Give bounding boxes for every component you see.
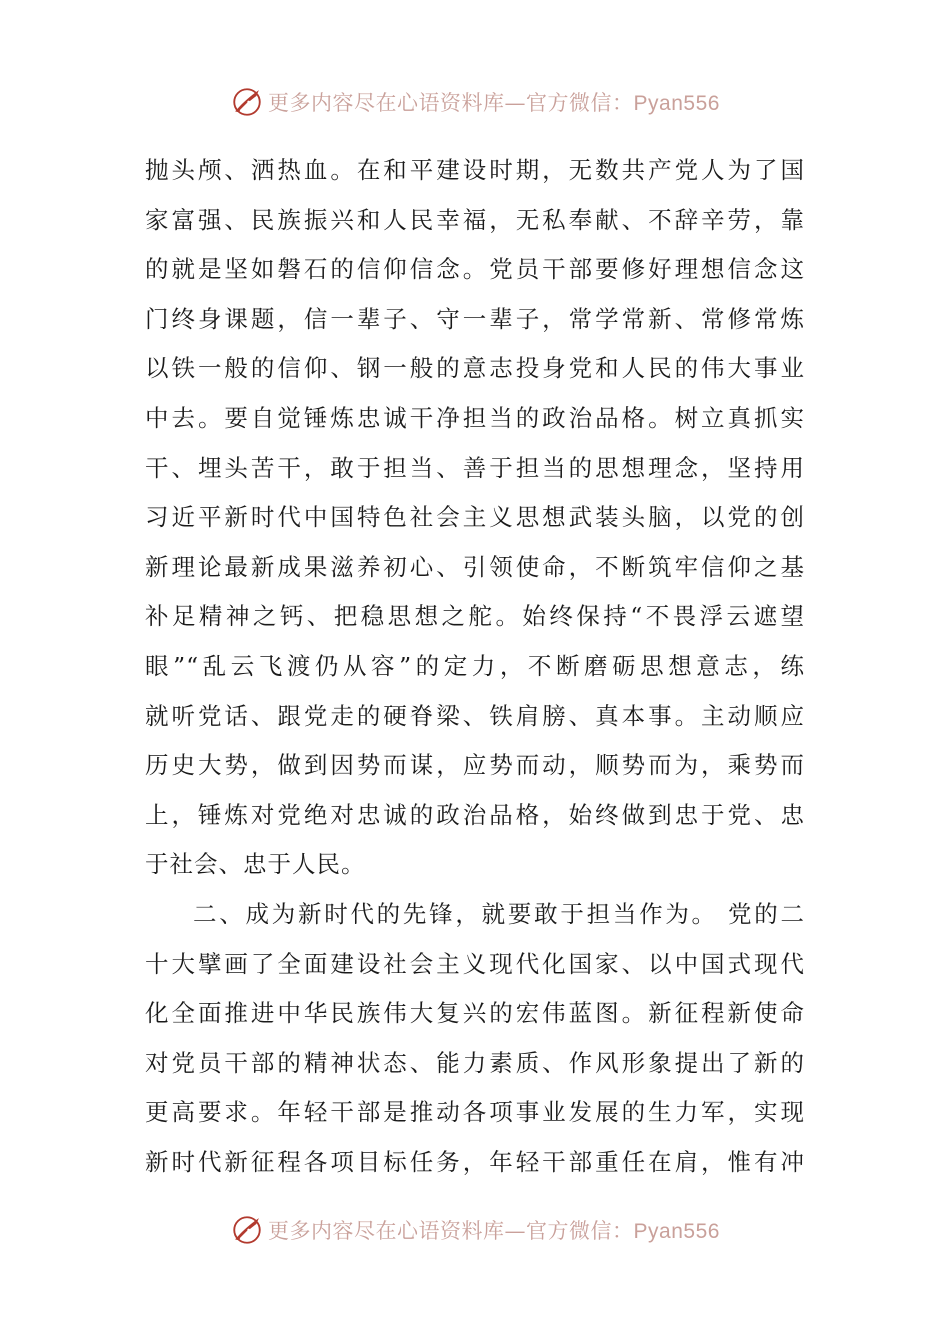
body-line: 十大擘画了全面建设社会主义现代化国家、以中国式现代 [145, 949, 805, 978]
body-line: 门终身课题，信一辈子、守一辈子，常学常新、常修常炼 [145, 304, 805, 333]
body-line: 新时代新征程各项目标任务，年轻干部重任在肩，惟有冲 [145, 1147, 805, 1176]
body-line: 更高要求。年轻干部是推动各项事业发展的生力军，实现 [145, 1098, 805, 1127]
body-line: 历史大势，做到因势而谋，应势而动，顺势而为，乘势而 [145, 751, 805, 780]
footer-wechat-id: Pyan556 [633, 1220, 720, 1243]
body-line: 于社会、忠于人民。 [145, 850, 366, 879]
body-line: 家富强、民族振兴和人民幸福，无私奉献、不辞辛劳，靠 [145, 205, 805, 234]
body-line: 化全面推进中华民族伟大复兴的宏伟蓝图。新征程新使命 [145, 999, 805, 1028]
body-line: 就听党话、跟党走的硬脊梁、铁肩膀、真本事。主动顺应 [145, 701, 805, 730]
document-body [145, 146, 805, 1187]
body-line: 对党员干部的精神状态、能力素质、作风形象提出了新的 [145, 1048, 805, 1077]
footer-banner [0, 1210, 950, 1250]
footer-text: 更多内容尽在心语资料库—官方微信： [268, 1219, 634, 1243]
body-line: 的就是坚如磐石的信仰信念。党员干部要修好理想信念这 [145, 255, 805, 284]
body-line: 中去。要自觉锤炼忠诚干净担当的政治品格。树立真抓实 [145, 403, 805, 432]
body-line: 习近平新时代中国特色社会主义思想武装头脑，以党的创 [145, 503, 805, 532]
body-line: 新理论最新成果滋养初心、引领使命，不断筑牢信仰之基 [145, 552, 805, 581]
body-line: 抛头颅、洒热血。在和平建设时期，无数共产党人为了国 [145, 156, 805, 184]
header-wechat-id: Pyan556 [633, 92, 720, 115]
body-line: 眼”“乱云飞渡仍从容”的定力，不断磨砺思想意志，练 [145, 651, 805, 680]
body-line: 补足精神之钙、把稳思想之舵。始终保持“不畏浮云遮望 [145, 602, 805, 631]
body-line: 干、埋头苦干，敢于担当、善于担当的思想理念，坚持用 [145, 453, 805, 482]
section-heading-line: 二、成为新时代的先锋，就要敢于担当作为。 党的二 [193, 899, 805, 928]
header-banner [0, 82, 950, 122]
header-text: 更多内容尽在心语资料库—官方微信： [268, 91, 634, 115]
pen-nib-logo-icon [230, 1213, 264, 1247]
body-line: 上，锤炼对党绝对忠诚的政治品格，始终做到忠于党、忠 [145, 800, 805, 829]
body-line: 以铁一般的信仰、钢一般的意志投身党和人民的伟大事业 [145, 354, 805, 383]
pen-nib-logo-icon [230, 85, 264, 119]
